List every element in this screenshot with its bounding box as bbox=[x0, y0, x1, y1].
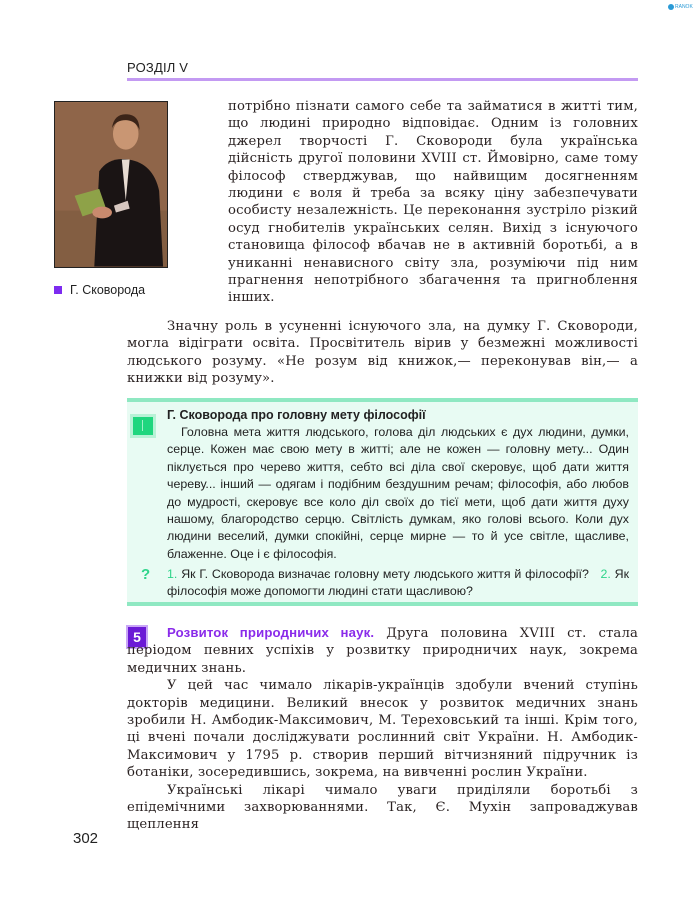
section-5-body bbox=[127, 624, 638, 834]
section-5-paragraph-b: Українські лікарі чимало уваги приділяли боротьбі з епідемічними захворюваннями. Так, Є. Мухін запроваджував щеплення bbox=[127, 782, 638, 833]
source-title: Г. Сковорода про головну мету філософії bbox=[167, 408, 426, 422]
paragraph-education-text: Значну роль в усуненні існуючого зла, на думку Г. Сковороди, могла відіграти освіта. Просвітитель вірив у безмежні можливості людського розуму. «Не розум від книжок,— переконував він,— а книжки від розуму». bbox=[127, 319, 638, 387]
question-number: 1. bbox=[167, 567, 178, 581]
review-questions bbox=[141, 566, 629, 600]
section-5-lead: Друга половина XVIII ст. стала періодом певних успіхів у розвитку природничих наук, зокрема медичних знань. bbox=[127, 626, 638, 676]
caption-bullet-icon bbox=[54, 286, 62, 294]
question-number: 2. bbox=[600, 567, 611, 581]
source-document-box bbox=[127, 398, 638, 606]
paragraph-continued: потрібно пізнати самого себе та займатися в житті тим, що людині природно відповідає. Одним із головних джерел творчості Г. Сковороди була українська дійсність другої половини XVIII ст. Ймовірно, саме тому філософ стверджував, що найвищим досягненням людини є воля й треба за всяку ціну забезпечувати особисту незалежність. Це переконання зустріло різкий осуд гнобителів українських селян. Вихід з існуючого становища філософ вбачав не в активній боротьбі, а в униканні ненависного світу зла, розуміючи під ним прагнення непотрібного збагачення та пригноблення інших. bbox=[228, 99, 638, 306]
logo-icon bbox=[668, 4, 674, 10]
portrait-image bbox=[54, 101, 168, 268]
section-number-badge: 5 bbox=[128, 627, 146, 647]
section-5-subheading: Розвиток природничих наук. bbox=[167, 625, 375, 640]
paragraph-education bbox=[127, 318, 638, 388]
section-heading: РОЗДІЛ V bbox=[127, 60, 189, 75]
caption-text: Г. Сковорода bbox=[70, 283, 146, 297]
source-quote-text: Головна мета життя людського, голова діл людських є дух людини, думки, серце. Кожен має свою мету в житті; але не кожен — головну мету... Один піклується про черево життя, себто всі діла свої скеровує, щоб дати життя череву... інший — одягам і подібним бездушним речам; філософія, або любов до мудрості, скеровує все коло діл своїх до тієї мети, щоб дати життя духу нашому, благородство серцю. Світлість думкам, яко голові всього. Коли дух людини веселий, думки спокійні, серце мирне — то й усе світле, щасливе, блаженне. Оце і є філософія. bbox=[167, 425, 629, 561]
question-text: Як філософія може допомогти людині стати щасливою? bbox=[167, 567, 630, 598]
book-icon bbox=[130, 414, 156, 438]
page-number: 302 bbox=[73, 830, 99, 847]
section-5-paragraph-a: У цей час чимало лікарів-українців здобули вчений ступінь докторів медицини. Великий внесок у розвиток медичних знань зробили Н. Амбодик-Максимович, М. Тереховський та інші. Крім того, ці вчені почали досліджувати рослинний світ України. Н. Амбодик-Максимович у 1795 р. створив перший вітчизняний підручник із ботаніки, зосередившись, зокрема, на вивченні рослин України. bbox=[127, 678, 638, 781]
question-mark-icon: ? bbox=[141, 566, 151, 583]
portrait-illustration bbox=[55, 102, 167, 267]
logo-text: RANOK bbox=[675, 4, 693, 10]
questions-body bbox=[167, 566, 629, 600]
figure-caption bbox=[54, 283, 145, 297]
question-text: Як Г. Сковорода визначає головну мету людського життя й філософії? bbox=[181, 567, 589, 581]
publisher-logo bbox=[668, 4, 693, 10]
section-divider bbox=[127, 78, 638, 81]
source-quote bbox=[167, 424, 629, 563]
